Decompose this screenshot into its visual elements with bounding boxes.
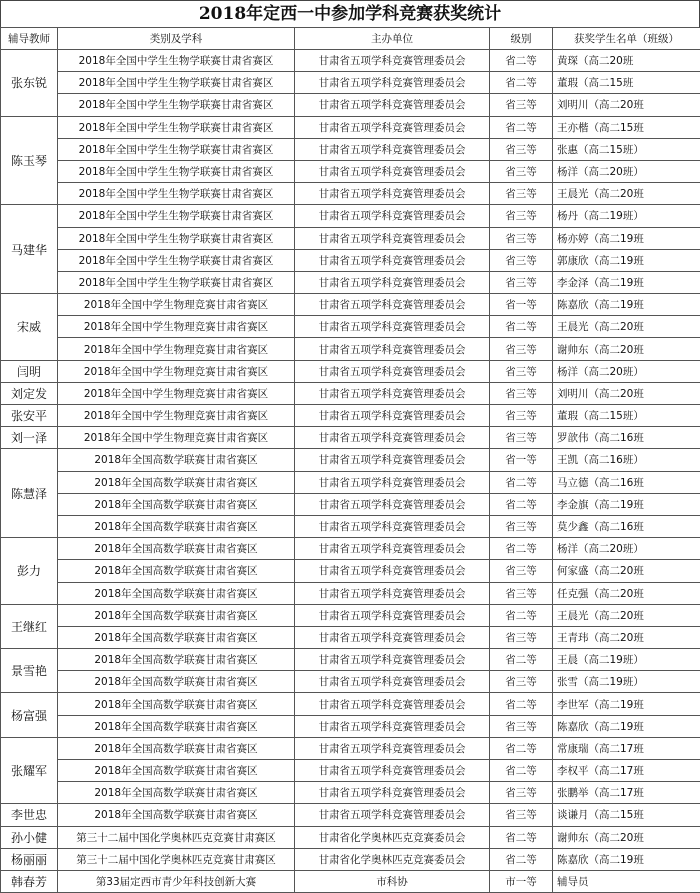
table-row: [1, 693, 700, 715]
table-body: [1, 50, 700, 893]
table-row: [1, 249, 700, 271]
student-cell: 黄琛（高二20班: [553, 50, 700, 72]
organizer-cell: 甘肃省化学奥林匹克竞赛委员会: [295, 826, 490, 848]
table-row: [1, 94, 700, 116]
teacher-cell: 张安平: [1, 405, 58, 427]
organizer-cell: 甘肃省五项学科竞赛管理委员会: [295, 138, 490, 160]
header-organizer: 主办单位: [295, 28, 490, 50]
level-cell: 省二等: [490, 538, 553, 560]
organizer-cell: 甘肃省五项学科竞赛管理委员会: [295, 249, 490, 271]
teacher-cell: 马建华: [1, 205, 58, 294]
level-cell: 省三等: [490, 782, 553, 804]
table-row: [1, 338, 700, 360]
table-row: [1, 427, 700, 449]
level-cell: 省二等: [490, 649, 553, 671]
table-row: [1, 671, 700, 693]
table-row: [1, 116, 700, 138]
level-cell: 省二等: [490, 737, 553, 759]
category-cell: 2018年全国高数学联赛甘肃省赛区: [58, 737, 295, 759]
organizer-cell: 甘肃省五项学科竞赛管理委员会: [295, 338, 490, 360]
student-cell: 谢帅东（高二20班: [553, 826, 700, 848]
category-cell: 2018年全国高数学联赛甘肃省赛区: [58, 471, 295, 493]
level-cell: 省三等: [490, 427, 553, 449]
table-row: [1, 538, 700, 560]
organizer-cell: 甘肃省五项学科竞赛管理委员会: [295, 493, 490, 515]
category-cell: 2018年全国高数学联赛甘肃省赛区: [58, 515, 295, 537]
table-row: [1, 649, 700, 671]
student-cell: 杨丹（高二19班）: [553, 205, 700, 227]
category-cell: 2018年全国高数学联赛甘肃省赛区: [58, 671, 295, 693]
student-cell: 辅导员: [553, 870, 700, 892]
category-cell: 2018年全国中学生物理竞赛甘肃省赛区: [58, 338, 295, 360]
table-row: [1, 183, 700, 205]
student-cell: 陈嘉欣（高二19班: [553, 848, 700, 870]
level-cell: 省三等: [490, 582, 553, 604]
category-cell: 2018年全国中学生生物学联赛甘肃省赛区: [58, 116, 295, 138]
teacher-cell: 李世忠: [1, 804, 58, 826]
category-cell: 2018年全国高数学联赛甘肃省赛区: [58, 604, 295, 626]
organizer-cell: 甘肃省五项学科竞赛管理委员会: [295, 360, 490, 382]
level-cell: 省二等: [490, 604, 553, 626]
student-cell: 马立德（高二16班: [553, 471, 700, 493]
level-cell: 省三等: [490, 626, 553, 648]
table-row: [1, 471, 700, 493]
level-cell: 省二等: [490, 493, 553, 515]
organizer-cell: 甘肃省五项学科竞赛管理委员会: [295, 94, 490, 116]
teacher-cell: 闫明: [1, 360, 58, 382]
organizer-cell: 甘肃省五项学科竞赛管理委员会: [295, 183, 490, 205]
level-cell: 省二等: [490, 316, 553, 338]
student-cell: 郭康欣（高二19班: [553, 249, 700, 271]
student-cell: 王晨光（高二20班: [553, 316, 700, 338]
category-cell: 2018年全国高数学联赛甘肃省赛区: [58, 626, 295, 648]
level-cell: 省一等: [490, 294, 553, 316]
header-category: 类别及学科: [58, 28, 295, 50]
category-cell: 2018年全国中学生生物学联赛甘肃省赛区: [58, 72, 295, 94]
table-row: [1, 826, 700, 848]
student-cell: 陈嘉欣（高二19班: [553, 294, 700, 316]
organizer-cell: 甘肃省五项学科竞赛管理委员会: [295, 582, 490, 604]
page-title: 2018年定西一中参加学科竞赛获奖统计: [0, 0, 700, 27]
organizer-cell: 甘肃省五项学科竞赛管理委员会: [295, 538, 490, 560]
teacher-cell: 彭力: [1, 538, 58, 605]
teacher-cell: 张东锐: [1, 50, 58, 117]
organizer-cell: 甘肃省五项学科竞赛管理委员会: [295, 471, 490, 493]
teacher-cell: 杨丽丽: [1, 848, 58, 870]
organizer-cell: 甘肃省五项学科竞赛管理委员会: [295, 737, 490, 759]
student-cell: 王凯（高二16班）: [553, 449, 700, 471]
organizer-cell: 甘肃省五项学科竞赛管理委员会: [295, 649, 490, 671]
student-cell: 王晨（高二19班）: [553, 649, 700, 671]
category-cell: 2018年全国中学生物理竞赛甘肃省赛区: [58, 294, 295, 316]
level-cell: 省三等: [490, 160, 553, 182]
organizer-cell: 甘肃省五项学科竞赛管理委员会: [295, 671, 490, 693]
organizer-cell: 甘肃省五项学科竞赛管理委员会: [295, 626, 490, 648]
student-cell: 谢帅东（高二20班: [553, 338, 700, 360]
student-cell: 李金泽（高二19班: [553, 271, 700, 293]
header-level: 级别: [490, 28, 553, 50]
level-cell: 省三等: [490, 515, 553, 537]
organizer-cell: 甘肃省五项学科竞赛管理委员会: [295, 271, 490, 293]
category-cell: 2018年全国中学生物理竞赛甘肃省赛区: [58, 382, 295, 404]
level-cell: 省三等: [490, 715, 553, 737]
table-row: [1, 737, 700, 759]
table-row: [1, 405, 700, 427]
table-row: [1, 138, 700, 160]
table-row: [1, 493, 700, 515]
level-cell: 省三等: [490, 138, 553, 160]
student-cell: 杨亦婷（高二19班: [553, 227, 700, 249]
teacher-cell: 杨富强: [1, 693, 58, 737]
organizer-cell: 甘肃省五项学科竞赛管理委员会: [295, 715, 490, 737]
student-cell: 莫少鑫（高二16班: [553, 515, 700, 537]
student-cell: 任克强（高二20班: [553, 582, 700, 604]
category-cell: 2018年全国高数学联赛甘肃省赛区: [58, 560, 295, 582]
organizer-cell: 甘肃省五项学科竞赛管理委员会: [295, 72, 490, 94]
organizer-cell: 甘肃省五项学科竞赛管理委员会: [295, 760, 490, 782]
category-cell: 2018年全国中学生生物学联赛甘肃省赛区: [58, 160, 295, 182]
teacher-cell: 韩春芳: [1, 870, 58, 892]
category-cell: 2018年全国中学生生物学联赛甘肃省赛区: [58, 205, 295, 227]
teacher-cell: 宋威: [1, 294, 58, 361]
table-row: [1, 626, 700, 648]
category-cell: 2018年全国高数学联赛甘肃省赛区: [58, 493, 295, 515]
level-cell: 省三等: [490, 183, 553, 205]
organizer-cell: 甘肃省五项学科竞赛管理委员会: [295, 693, 490, 715]
student-cell: 何家盛（高二20班: [553, 560, 700, 582]
level-cell: 省三等: [490, 249, 553, 271]
organizer-cell: 甘肃省五项学科竞赛管理委员会: [295, 782, 490, 804]
teacher-cell: 刘定发: [1, 382, 58, 404]
teacher-cell: 孙小健: [1, 826, 58, 848]
category-cell: 2018年全国中学生物理竞赛甘肃省赛区: [58, 427, 295, 449]
organizer-cell: 市科协: [295, 870, 490, 892]
student-cell: 王晨光（高二20班: [553, 183, 700, 205]
category-cell: 2018年全国高数学联赛甘肃省赛区: [58, 715, 295, 737]
category-cell: 2018年全国中学生物理竞赛甘肃省赛区: [58, 360, 295, 382]
level-cell: 省二等: [490, 760, 553, 782]
student-cell: 杨洋（高二20班）: [553, 538, 700, 560]
teacher-cell: 刘一泽: [1, 427, 58, 449]
category-cell: 2018年全国中学生生物学联赛甘肃省赛区: [58, 227, 295, 249]
category-cell: 2018年全国高数学联赛甘肃省赛区: [58, 760, 295, 782]
level-cell: 省三等: [490, 227, 553, 249]
category-cell: 2018年全国中学生物理竞赛甘肃省赛区: [58, 316, 295, 338]
level-cell: 省三等: [490, 671, 553, 693]
teacher-cell: 王继红: [1, 604, 58, 648]
category-cell: 2018年全国高数学联赛甘肃省赛区: [58, 538, 295, 560]
organizer-cell: 甘肃省五项学科竞赛管理委员会: [295, 382, 490, 404]
table-row: [1, 227, 700, 249]
organizer-cell: 甘肃省五项学科竞赛管理委员会: [295, 515, 490, 537]
level-cell: 省二等: [490, 50, 553, 72]
student-cell: 董瑕（高二15班）: [553, 405, 700, 427]
category-cell: 2018年全国高数学联赛甘肃省赛区: [58, 782, 295, 804]
organizer-cell: 甘肃省五项学科竞赛管理委员会: [295, 405, 490, 427]
header-students: 获奖学生名单（班级）: [553, 28, 700, 50]
table-row: [1, 271, 700, 293]
table-row: [1, 72, 700, 94]
organizer-cell: 甘肃省五项学科竞赛管理委员会: [295, 804, 490, 826]
table-row: [1, 804, 700, 826]
category-cell: 2018年全国中学生生物学联赛甘肃省赛区: [58, 94, 295, 116]
organizer-cell: 甘肃省五项学科竞赛管理委员会: [295, 427, 490, 449]
table-row: [1, 316, 700, 338]
student-cell: 李世军（高二19班: [553, 693, 700, 715]
table-row: [1, 582, 700, 604]
category-cell: 2018年全国高数学联赛甘肃省赛区: [58, 582, 295, 604]
level-cell: 省三等: [490, 205, 553, 227]
level-cell: 省三等: [490, 360, 553, 382]
organizer-cell: 甘肃省五项学科竞赛管理委员会: [295, 116, 490, 138]
level-cell: 省三等: [490, 271, 553, 293]
level-cell: 省二等: [490, 116, 553, 138]
teacher-cell: 张耀军: [1, 737, 58, 804]
level-cell: 省三等: [490, 560, 553, 582]
organizer-cell: 甘肃省五项学科竞赛管理委员会: [295, 560, 490, 582]
student-cell: 李金旗（高二19班: [553, 493, 700, 515]
organizer-cell: 甘肃省五项学科竞赛管理委员会: [295, 316, 490, 338]
organizer-cell: 甘肃省五项学科竞赛管理委员会: [295, 160, 490, 182]
teacher-cell: 陈玉琴: [1, 116, 58, 205]
organizer-cell: 甘肃省五项学科竞赛管理委员会: [295, 227, 490, 249]
student-cell: 王晨光（高二20班: [553, 604, 700, 626]
student-cell: 常康瑞（高二17班: [553, 737, 700, 759]
category-cell: 2018年全国中学生生物学联赛甘肃省赛区: [58, 249, 295, 271]
organizer-cell: 甘肃省五项学科竞赛管理委员会: [295, 604, 490, 626]
organizer-cell: 甘肃省五项学科竞赛管理委员会: [295, 449, 490, 471]
table-row: [1, 360, 700, 382]
category-cell: 2018年全国中学生生物学联赛甘肃省赛区: [58, 138, 295, 160]
category-cell: 第三十二届中国化学奥林匹克竞赛甘肃赛区: [58, 848, 295, 870]
student-cell: 谈谦月（高二15班: [553, 804, 700, 826]
student-cell: 张雪（高二19班）: [553, 671, 700, 693]
student-cell: 杨洋（高二20班）: [553, 360, 700, 382]
level-cell: 省二等: [490, 471, 553, 493]
table-row: [1, 205, 700, 227]
awards-table: [0, 27, 700, 893]
organizer-cell: 甘肃省五项学科竞赛管理委员会: [295, 294, 490, 316]
category-cell: 2018年全国高数学联赛甘肃省赛区: [58, 649, 295, 671]
level-cell: 省一等: [490, 449, 553, 471]
student-cell: 李权平（高二17班: [553, 760, 700, 782]
table-row: [1, 382, 700, 404]
student-cell: 刘明川（高二20班: [553, 382, 700, 404]
category-cell: 第33届定西市青少年科技创新大赛: [58, 870, 295, 892]
student-cell: 陈嘉欣（高二19班: [553, 715, 700, 737]
level-cell: 省二等: [490, 826, 553, 848]
table-row: [1, 50, 700, 72]
table-row: [1, 760, 700, 782]
table-row: [1, 160, 700, 182]
table-row: [1, 715, 700, 737]
table-row: [1, 294, 700, 316]
level-cell: 省三等: [490, 405, 553, 427]
organizer-cell: 甘肃省五项学科竞赛管理委员会: [295, 50, 490, 72]
table-row: [1, 449, 700, 471]
header-row: [1, 28, 700, 50]
organizer-cell: 甘肃省五项学科竞赛管理委员会: [295, 205, 490, 227]
header-teacher: 辅导教师: [1, 28, 58, 50]
table-row: [1, 782, 700, 804]
table-row: [1, 870, 700, 892]
level-cell: 省三等: [490, 94, 553, 116]
teacher-cell: 陈慧泽: [1, 449, 58, 538]
student-cell: 杨洋（高二20班）: [553, 160, 700, 182]
category-cell: 第三十二届中国化学奥林匹克竞赛甘肃赛区: [58, 826, 295, 848]
table-row: [1, 560, 700, 582]
level-cell: 省二等: [490, 848, 553, 870]
level-cell: 省三等: [490, 338, 553, 360]
level-cell: 省三等: [490, 382, 553, 404]
teacher-cell: 景雪艳: [1, 649, 58, 693]
student-cell: 张鹏举（高二17班: [553, 782, 700, 804]
category-cell: 2018年全国中学生生物学联赛甘肃省赛区: [58, 50, 295, 72]
table-row: [1, 848, 700, 870]
level-cell: 省二等: [490, 72, 553, 94]
level-cell: 省二等: [490, 693, 553, 715]
level-cell: 省三等: [490, 804, 553, 826]
organizer-cell: 甘肃省化学奥林匹克竞赛委员会: [295, 848, 490, 870]
student-cell: 王亦楷（高二15班: [553, 116, 700, 138]
table-row: [1, 604, 700, 626]
category-cell: 2018年全国中学生物理竞赛甘肃省赛区: [58, 405, 295, 427]
category-cell: 2018年全国中学生生物学联赛甘肃省赛区: [58, 183, 295, 205]
category-cell: 2018年全国中学生生物学联赛甘肃省赛区: [58, 271, 295, 293]
category-cell: 2018年全国高数学联赛甘肃省赛区: [58, 449, 295, 471]
student-cell: 董瑕（高二15班: [553, 72, 700, 94]
table-row: [1, 515, 700, 537]
student-cell: 王青玮（高二20班: [553, 626, 700, 648]
student-cell: 罗歆伟（高二16班: [553, 427, 700, 449]
student-cell: 刘明川（高二20班: [553, 94, 700, 116]
category-cell: 2018年全国高数学联赛甘肃省赛区: [58, 804, 295, 826]
category-cell: 2018年全国高数学联赛甘肃省赛区: [58, 693, 295, 715]
level-cell: 市一等: [490, 870, 553, 892]
student-cell: 张惠（高二15班）: [553, 138, 700, 160]
